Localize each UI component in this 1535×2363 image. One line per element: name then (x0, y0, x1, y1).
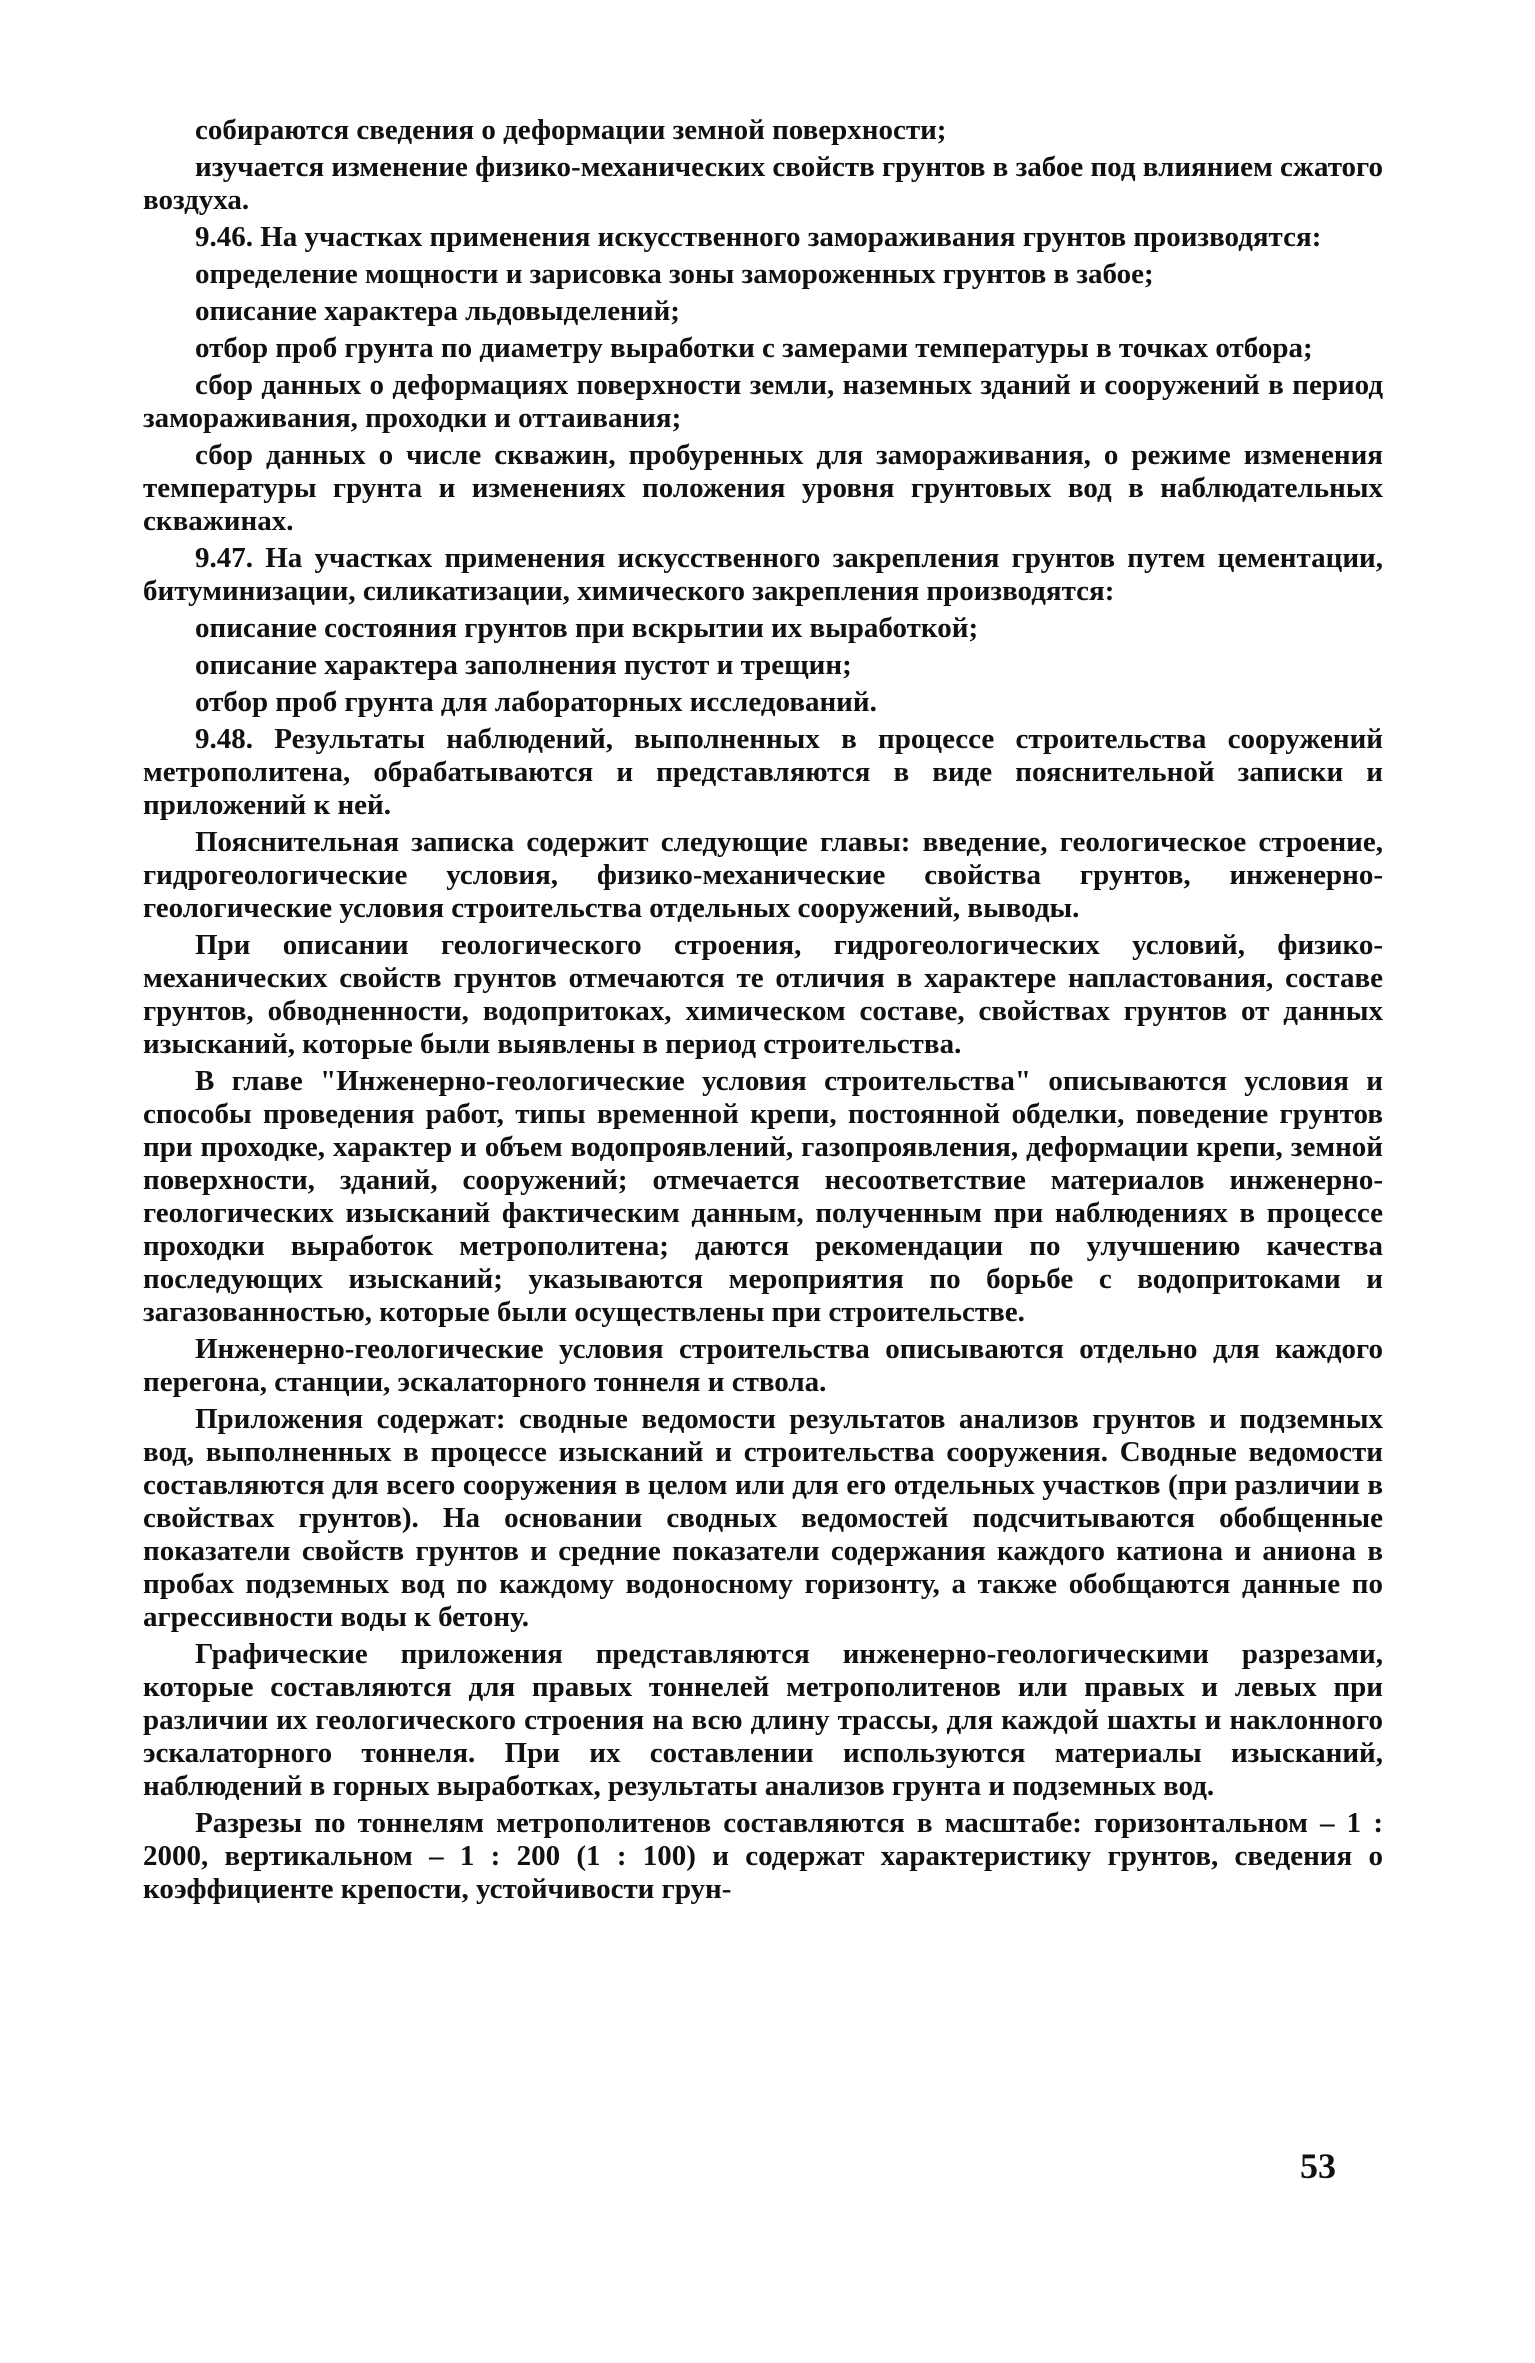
paragraph-2: изучается изменение физико-механических свойств грунтов в забое под влиянием сжатого воздуха. (143, 151, 1383, 216)
paragraph-14: Пояснительная записка содержит следующие главы: введение, геологическое строение, гидрогеологические условия, физико-механические свойства грунтов, инженерно-геологические условия строительства отдельных сооружений, выводы. (143, 826, 1383, 924)
paragraph-16: В главе "Инженерно-геологические условия строительства" описываются условия и способы проведения работ, типы временной крепи, постоянной обделки, поведение грунтов при проходке, характер и объем водопроявлений, газопроявления, деформации крепи, земной поверхности, зданий, сооружений; отмечается несоответствие материалов инженерно-геологических изысканий фактическим данным, полученным при наблюдениях в процессе проходки выработок метрополитена; даются рекомендации по улучшению качества последующих изысканий; указываются мероприятия по борьбе с водопритоками и загазованностью, которые были осуществлены при строительстве. (143, 1065, 1383, 1328)
paragraph-18: Приложения содержат: сводные ведомости результатов анализов грунтов и подземных вод, выполненных в процессе изысканий и строительства сооружения. Сводные ведомости составляются для всего сооружения в целом или для его отдельных участков (при различии в свойствах грунтов). На основании сводных ведомостей подсчитываются обобщенные показатели свойств грунтов и средние показатели содержания каждого катиона и аниона в пробах подземных вод по каждому водоносному горизонту, а также обобщаются данные по агрессивности воды к бетону. (143, 1403, 1383, 1633)
paragraph-17: Инженерно-геологические условия строительства описываются отдельно для каждого перегона, станции, эскалаторного тоннеля и ствола. (143, 1333, 1383, 1398)
paragraph-7: сбор данных о деформациях поверхности земли, наземных зданий и сооружений в период замораживания, проходки и оттаивания; (143, 369, 1383, 434)
paragraph-10: описание состояния грунтов при вскрытии их выработкой; (195, 612, 979, 644)
paragraph-20: Разрезы по тоннелям метрополитенов составляются в масштабе: горизонтальном – 1 : 2000, вертикальном – 1 : 200 (1 : 100) и содержат характеристику грунтов, сведения о коэффициенте крепости, устойчивости грун- (143, 1807, 1383, 1905)
paragraph-8: сбор данных о числе скважин, пробуренных для замораживания, о режиме изменения температуры грунта и изменениях положения уровня грунтовых вод в наблюдательных скважинах. (143, 439, 1383, 537)
paragraph-3-section-9-46: 9.46. На участках применения искусственного замораживания грунтов производятся: (195, 221, 1322, 253)
paragraph-15: При описании геологического строения, гидрогеологических условий, физико-механических свойств грунтов отмечаются те отличия в характере напластования, составе грунтов, обводненности, водопритоках, химическом составе, свойствах грунтов от данных изысканий, которые были выявлены в период строительства. (143, 929, 1383, 1060)
paragraph-13-section-9-48: 9.48. Результаты наблюдений, выполненных в процессе строительства сооружений метрополитена, обрабатываются и представляются в виде пояснительной записки и приложений к ней. (143, 723, 1383, 821)
page-body (143, 114, 1383, 1910)
paragraph-5: описание характера льдовыделений; (195, 295, 680, 327)
paragraph-4: определение мощности и зарисовка зоны замороженных грунтов в забое; (195, 258, 1154, 290)
paragraph-9-section-9-47: 9.47. На участках применения искусственного закрепления грунтов путем цементации, битуминизации, силикатизации, химического закрепления производятся: (143, 542, 1383, 607)
paragraph-11: описание характера заполнения пустот и трещин; (195, 649, 852, 681)
paragraph-19: Графические приложения представляются инженерно-геологическими разрезами, которые составляются для правых тоннелей метрополитенов или правых и левых при различии их геологического строения на всю длину трассы, для каждой шахты и наклонного эскалаторного тоннеля. При их составлении используются материалы изысканий, наблюдений в горных выработках, результаты анализов грунта и подземных вод. (143, 1638, 1383, 1802)
paragraph-1: собираются сведения о деформации земной поверхности; (195, 114, 947, 146)
paragraph-12: отбор проб грунта для лабораторных исследований. (195, 686, 877, 718)
page-number: 53 (1300, 2146, 1336, 2186)
paragraph-6: отбор проб грунта по диаметру выработки с замерами температуры в точках отбора; (195, 332, 1313, 364)
